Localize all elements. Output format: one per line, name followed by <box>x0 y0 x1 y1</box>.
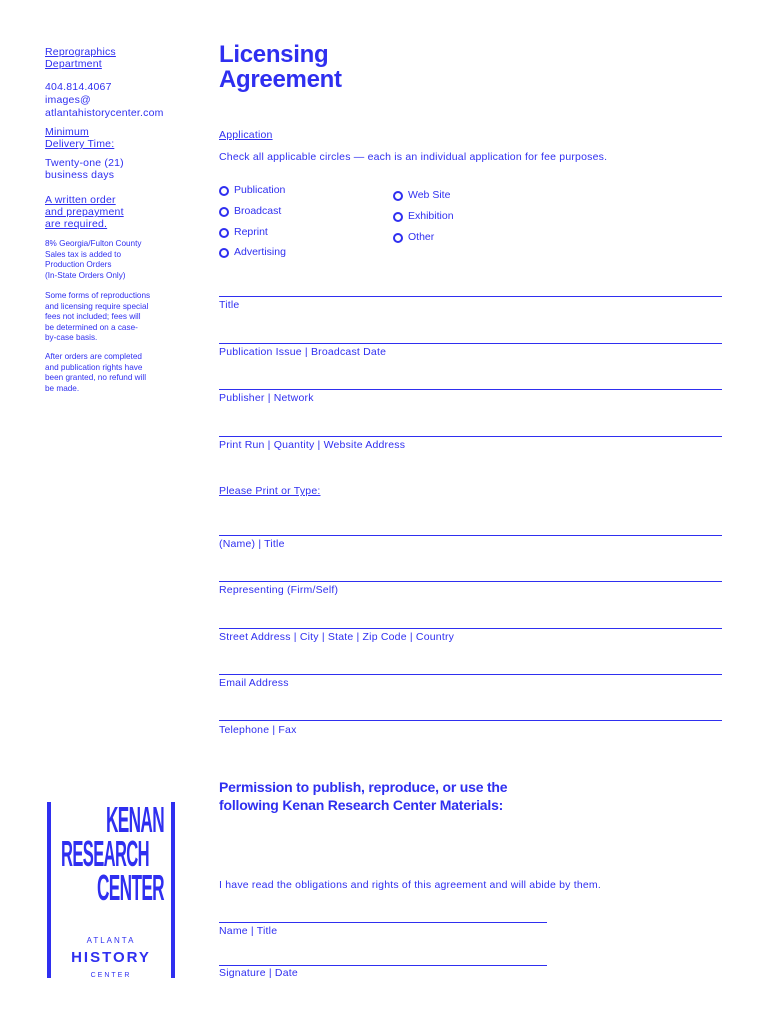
fees-note <box>45 291 173 344</box>
option-label: Reprint <box>234 226 268 238</box>
address-field-line[interactable] <box>219 628 722 629</box>
print-heading: Please Print or Type: <box>219 485 321 497</box>
refund-note-line-3: been granted, no refund will <box>45 373 147 382</box>
application-instructions: Check all applicable circles — each is an individual application for fee purposes. <box>219 151 608 163</box>
signature-date-label: Signature | Date <box>219 967 298 979</box>
representing-field-line[interactable] <box>219 581 722 582</box>
publisher-field-line[interactable] <box>219 389 722 390</box>
phone-number: 404.814.4067 <box>45 81 112 93</box>
agreement-statement: I have read the obligations and rights of this agreement and will abide by them. <box>219 879 601 891</box>
circle-checkbox-icon[interactable] <box>393 233 403 243</box>
kenan-research-center-logo <box>45 800 177 980</box>
fees-note-line-4: be determined on a case- <box>45 322 138 332</box>
tax-note <box>45 239 173 281</box>
publisher-label: Publisher | Network <box>219 392 314 404</box>
logo-mark-icon <box>45 800 177 980</box>
fees-note-line-1: Some forms of reproductions <box>45 291 151 300</box>
permission-heading-line-2: following Kenan Research Center Materials: <box>219 797 504 813</box>
telephone-field-line[interactable] <box>219 720 722 721</box>
option-label: Advertising <box>234 246 286 258</box>
fees-note-line-3: fees not included; fees will <box>45 312 141 321</box>
email-line-2: atlantahistorycenter.com <box>45 107 164 119</box>
option-label: Broadcast <box>234 205 282 217</box>
refund-note <box>45 352 173 394</box>
representing-label: Representing (Firm/Self) <box>219 584 339 596</box>
fees-note-line-2: and licensing require special <box>45 301 149 311</box>
email-line-1: images@ <box>45 94 91 106</box>
delivery-time <box>45 126 175 181</box>
written-order-line-2: and prepayment <box>45 206 124 218</box>
option-other[interactable] <box>393 231 434 244</box>
logo-line-center: CENTER <box>97 867 165 908</box>
logo-org-center: CENTER <box>90 972 132 979</box>
email-label: Email Address <box>219 677 289 689</box>
print-run-label: Print Run | Quantity | Website Address <box>219 439 406 451</box>
name-title-signature-label: Name | Title <box>219 925 278 937</box>
tax-note-line-1: 8% Georgia/Fulton County <box>45 239 142 248</box>
name-field-line[interactable] <box>219 535 722 536</box>
department-line-1: Reprographics <box>45 46 116 58</box>
department-line-2: Department <box>45 58 102 70</box>
page-title-line-1: Licensing <box>219 41 329 68</box>
telephone-label: Telephone | Fax <box>219 724 297 736</box>
permission-heading <box>219 778 639 814</box>
delivery-label-1: Minimum <box>45 126 89 138</box>
circle-checkbox-icon[interactable] <box>219 186 229 196</box>
circle-checkbox-icon[interactable] <box>393 212 403 222</box>
department-contact <box>45 46 175 119</box>
refund-note-line-2: and publication rights have <box>45 362 143 372</box>
written-order-note <box>45 194 175 230</box>
address-label: Street Address | City | State | Zip Code | Country <box>219 631 455 643</box>
logo-line-research: RESEARCH <box>61 833 149 874</box>
application-heading: Application <box>219 129 273 141</box>
page-title <box>219 42 342 92</box>
email-field-line[interactable] <box>219 674 722 675</box>
circle-checkbox-icon[interactable] <box>219 248 229 258</box>
title-field-label: Title <box>219 299 240 311</box>
delivery-value-1: Twenty-one (21) <box>45 157 124 169</box>
option-reprint[interactable] <box>219 226 268 239</box>
circle-checkbox-icon[interactable] <box>219 228 229 238</box>
print-run-field-line[interactable] <box>219 436 722 437</box>
signature-line[interactable] <box>219 965 547 966</box>
circle-checkbox-icon[interactable] <box>393 191 403 201</box>
option-broadcast[interactable] <box>219 205 281 218</box>
publication-issue-field-line[interactable] <box>219 343 722 344</box>
option-label: Other <box>408 231 435 243</box>
option-publication[interactable] <box>219 184 285 197</box>
delivery-label-2: Delivery Time: <box>45 138 115 150</box>
tax-note-line-2: Sales tax is added to <box>45 249 122 259</box>
written-order-line-3: are required. <box>45 218 108 230</box>
logo-org-history: HISTORY <box>71 949 151 966</box>
option-label: Exhibition <box>408 210 454 222</box>
refund-note-line-4: be made. <box>45 383 80 393</box>
logo-line-kenan: KENAN <box>105 799 164 840</box>
fees-note-line-5: by-case basis. <box>45 333 98 342</box>
name-title-label: (Name) | Title <box>219 538 285 550</box>
circle-checkbox-icon[interactable] <box>219 207 229 217</box>
publication-issue-label: Publication Issue | Broadcast Date <box>219 346 387 358</box>
tax-note-line-4: (In-State Orders Only) <box>45 270 126 280</box>
logo-org-atlanta: ATLANTA <box>86 936 136 945</box>
refund-note-line-1: After orders are completed <box>45 352 142 361</box>
name-signature-line[interactable] <box>219 922 547 923</box>
tax-note-line-3: Production Orders <box>45 260 112 269</box>
option-label: Web Site <box>408 189 451 201</box>
page-title-line-2: Agreement <box>219 66 342 93</box>
option-label: Publication <box>234 184 286 196</box>
option-exhibition[interactable] <box>393 210 454 223</box>
option-web-site[interactable] <box>393 189 450 202</box>
title-field-line[interactable] <box>219 296 722 297</box>
option-advertising[interactable] <box>219 246 286 259</box>
permission-heading-line-1: Permission to publish, reproduce, or use the <box>219 779 508 795</box>
delivery-value-2: business days <box>45 169 115 181</box>
written-order-line-1: A written order <box>45 194 116 206</box>
